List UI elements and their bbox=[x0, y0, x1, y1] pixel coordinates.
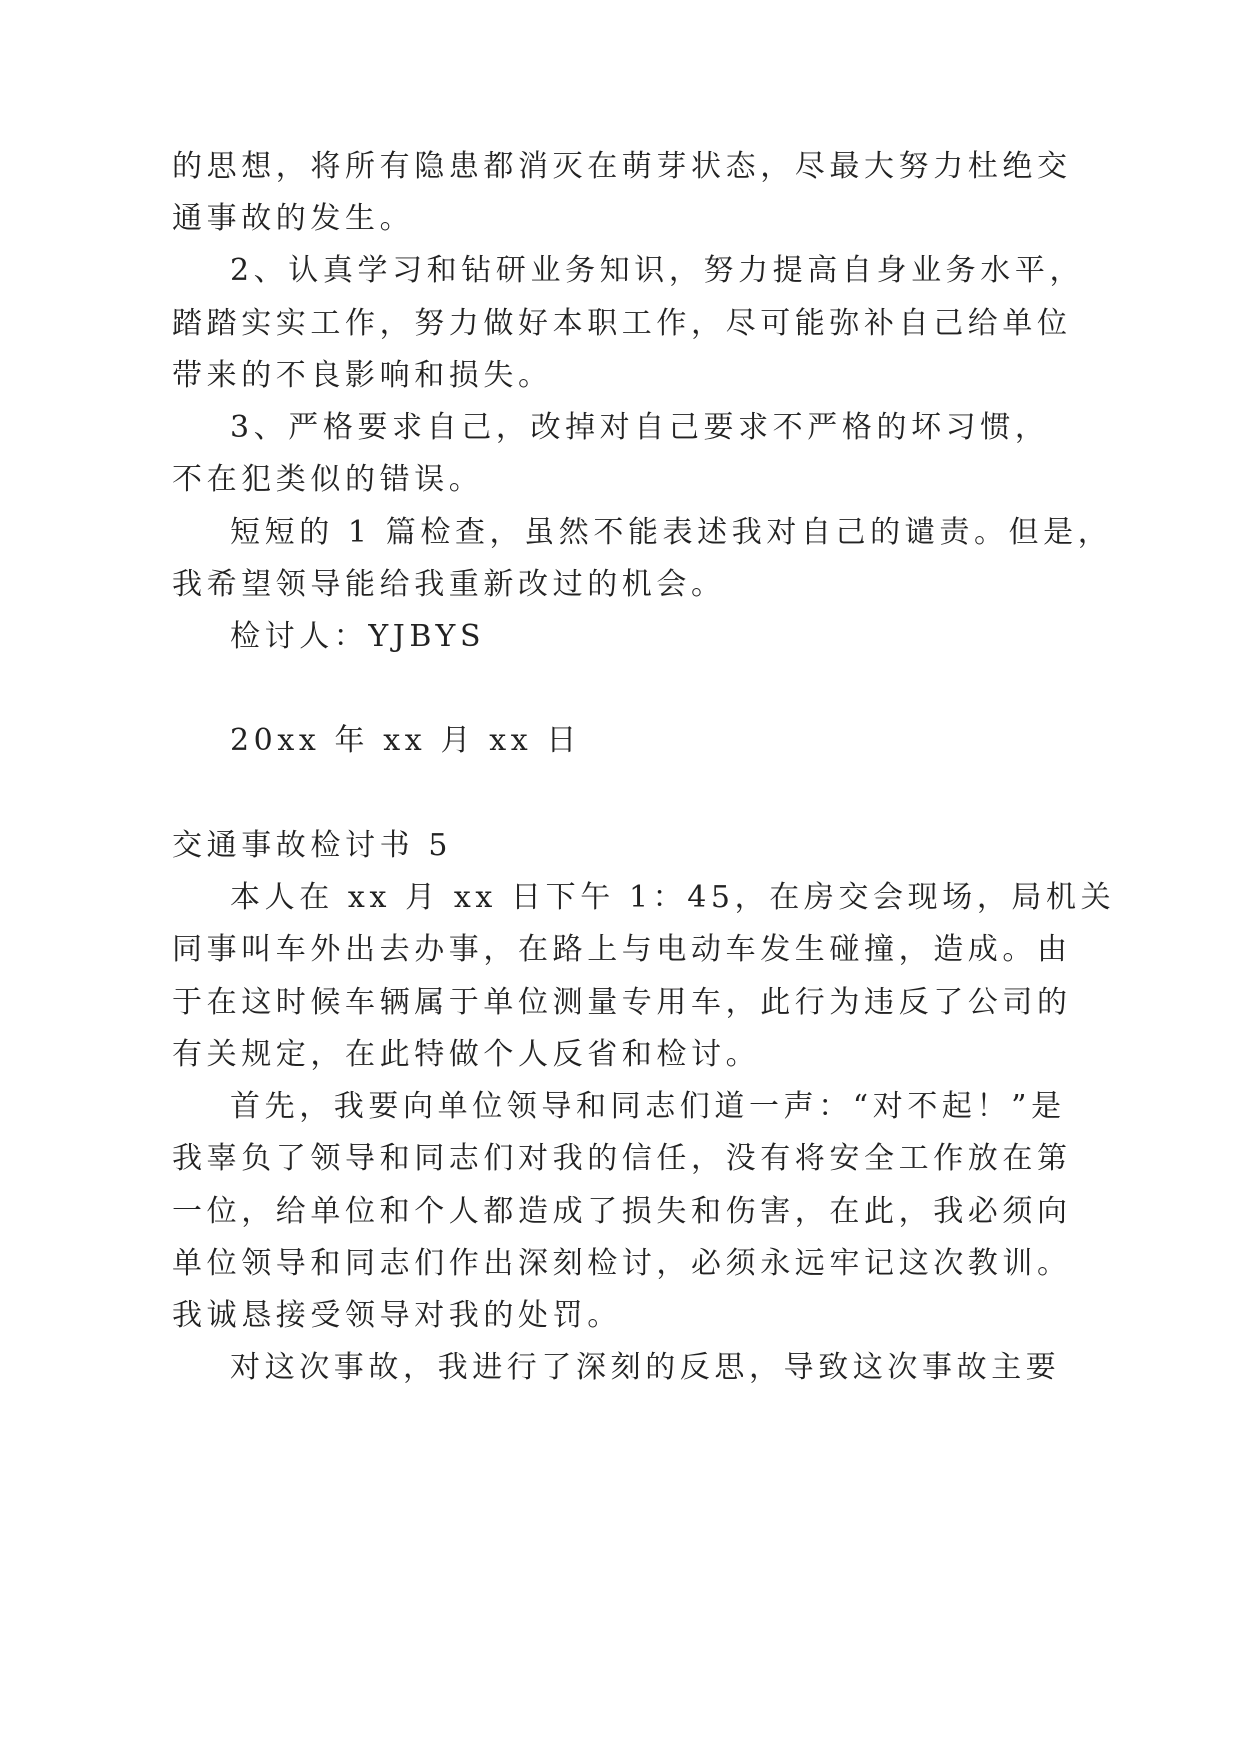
text-line: 于在这时候车辆属于单位测量专用车，此行为违反了公司的 bbox=[172, 985, 1072, 1020]
text-line: 单位领导和同志们作出深刻检讨，必须永远牢记这次教训。 bbox=[172, 1246, 1072, 1281]
text-line: 我诚恳接受领导对我的处罚。 bbox=[172, 1298, 622, 1333]
text-line: 带来的不良影响和损失。 bbox=[172, 358, 553, 393]
signature-line: 检讨人：YJBYS bbox=[230, 619, 486, 654]
text-line: 不在犯类似的错误。 bbox=[172, 462, 484, 497]
text-line: 我希望领导能给我重新改过的机会。 bbox=[172, 567, 726, 602]
text-line: 有关规定，在此特做个人反省和检讨。 bbox=[172, 1037, 761, 1072]
text-line: 同事叫车外出去办事，在路上与电动车发生碰撞，造成。由 bbox=[172, 932, 1072, 967]
text-line: 短短的 1 篇检查，虽然不能表述我对自己的谴责。但是， bbox=[230, 515, 1113, 550]
text-line: 通事故的发生。 bbox=[172, 201, 415, 236]
text-line: 一位，给单位和个人都造成了损失和伤害，在此，我必须向 bbox=[172, 1194, 1072, 1229]
text-line: 首先，我要向单位领导和同志们道一声：“对不起！”是 bbox=[230, 1089, 1066, 1124]
text-line: 对这次事故，我进行了深刻的反思，导致这次事故主要 bbox=[230, 1350, 1061, 1385]
text-line: 3、严格要求自己，改掉对自己要求不严格的坏习惯， bbox=[230, 410, 1050, 445]
text-line: 我辜负了领导和同志们对我的信任，没有将安全工作放在第 bbox=[172, 1141, 1072, 1176]
text-line: 本人在 xx 月 xx 日下午 1：45，在房交会现场，局机关 bbox=[230, 880, 1116, 915]
text-line: 的思想，将所有隐患都消灭在萌芽状态，尽最大努力杜绝交 bbox=[172, 149, 1072, 184]
section-title: 交通事故检讨书 5 bbox=[172, 828, 453, 863]
text-line: 踏踏实实工作，努力做好本职工作，尽可能弥补自己给单位 bbox=[172, 306, 1072, 341]
date-line: 20xx 年 xx 月 xx 日 bbox=[230, 723, 581, 758]
text-line: 2、认真学习和钻研业务知识，努力提高自身业务水平， bbox=[230, 253, 1085, 288]
